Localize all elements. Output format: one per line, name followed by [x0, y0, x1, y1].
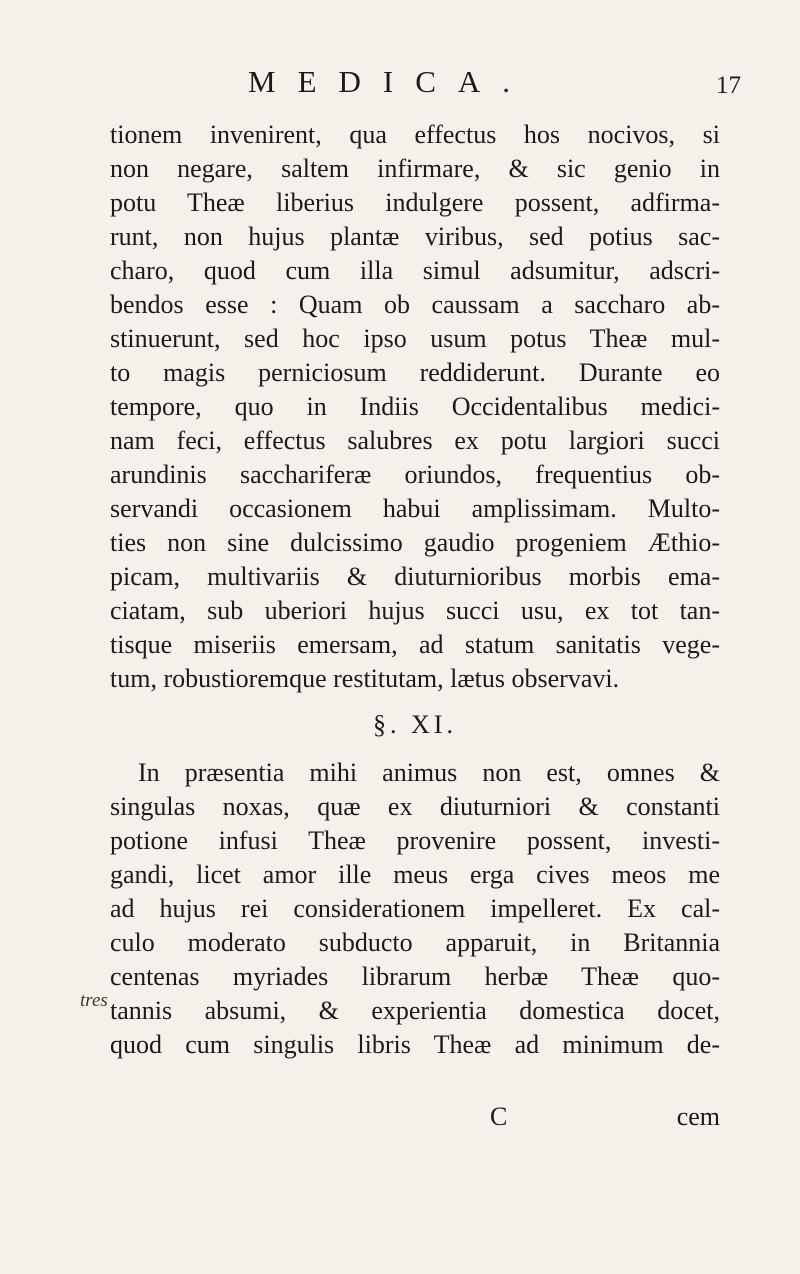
text-line: non negare, saltem infirmare, & sic genio in [110, 154, 720, 183]
running-title: MEDICA. [248, 64, 533, 99]
text-line: picam, multivariis & diuturnioribus morbis ema- [110, 562, 720, 591]
text-line: nam feci, effectus salubres ex potu largiori succi [110, 426, 720, 455]
text-line: In præsentia mihi animus non est, omnes & [138, 758, 720, 787]
signature-mark: C [490, 1102, 508, 1131]
text-line: arundinis sacchariferæ oriundos, frequentius ob- [110, 460, 720, 489]
text-line: servandi occasionem habui amplissimam. Multo- [110, 494, 720, 523]
page-number: 17 [716, 72, 741, 99]
text-line: to magis perniciosum reddiderunt. Durante eo [110, 358, 720, 387]
text-line: gandi, licet amor ille meus erga cives meos me [110, 860, 720, 889]
text-line: tannis absumi, & experientia domestica docet, [110, 996, 720, 1025]
text-line: charo, quod cum illa simul adsumitur, adscri- [110, 256, 720, 285]
paragraph-1 [110, 118, 720, 696]
catchword: cem [676, 1102, 720, 1131]
text-line: singulas noxas, quæ ex diuturniori & constanti [110, 792, 720, 821]
text-block [110, 118, 720, 1062]
text-line: culo moderato subducto apparuit, in Britannia [110, 928, 720, 957]
text-line: centenas myriades librarum herbæ Theæ quo- [110, 962, 720, 991]
section-heading: §. XI. [373, 710, 457, 739]
text-line: stinuerunt, sed hoc ipso usum potus Theæ mul- [110, 324, 720, 353]
text-line: ties non sine dulcissimo gaudio progeniem Æthio- [110, 528, 720, 557]
text-line: bendos esse : Quam ob caussam a saccharo ab- [110, 290, 720, 319]
text-line: potione infusi Theæ provenire possent, investi- [110, 826, 720, 855]
text-line: tionem invenirent, qua effectus hos nocivos, si [110, 120, 720, 149]
text-line: tum, robustioremque restitutam, lætus observavi. [110, 664, 620, 693]
text-line: ad hujus rei considerationem impelleret. Ex cal- [110, 894, 720, 923]
page-footer [110, 1102, 720, 1136]
text-line: tisque miseriis emersam, ad statum sanitatis vege- [110, 630, 720, 659]
paragraph-2 [110, 756, 720, 1062]
text-line: tempore, quo in Indiis Occidentalibus medici- [110, 392, 720, 421]
text-line: ciatam, sub uberiori hujus succi usu, ex tot tan- [110, 596, 720, 625]
text-line: quod cum singulis libris Theæ ad minimum de- [110, 1030, 720, 1059]
handwritten-margin-note: tres [80, 990, 108, 1011]
text-line: runt, non hujus plantæ viribus, sed potius sac- [110, 222, 720, 251]
text-line: potu Theæ liberius indulgere possent, adfirma- [110, 188, 720, 217]
